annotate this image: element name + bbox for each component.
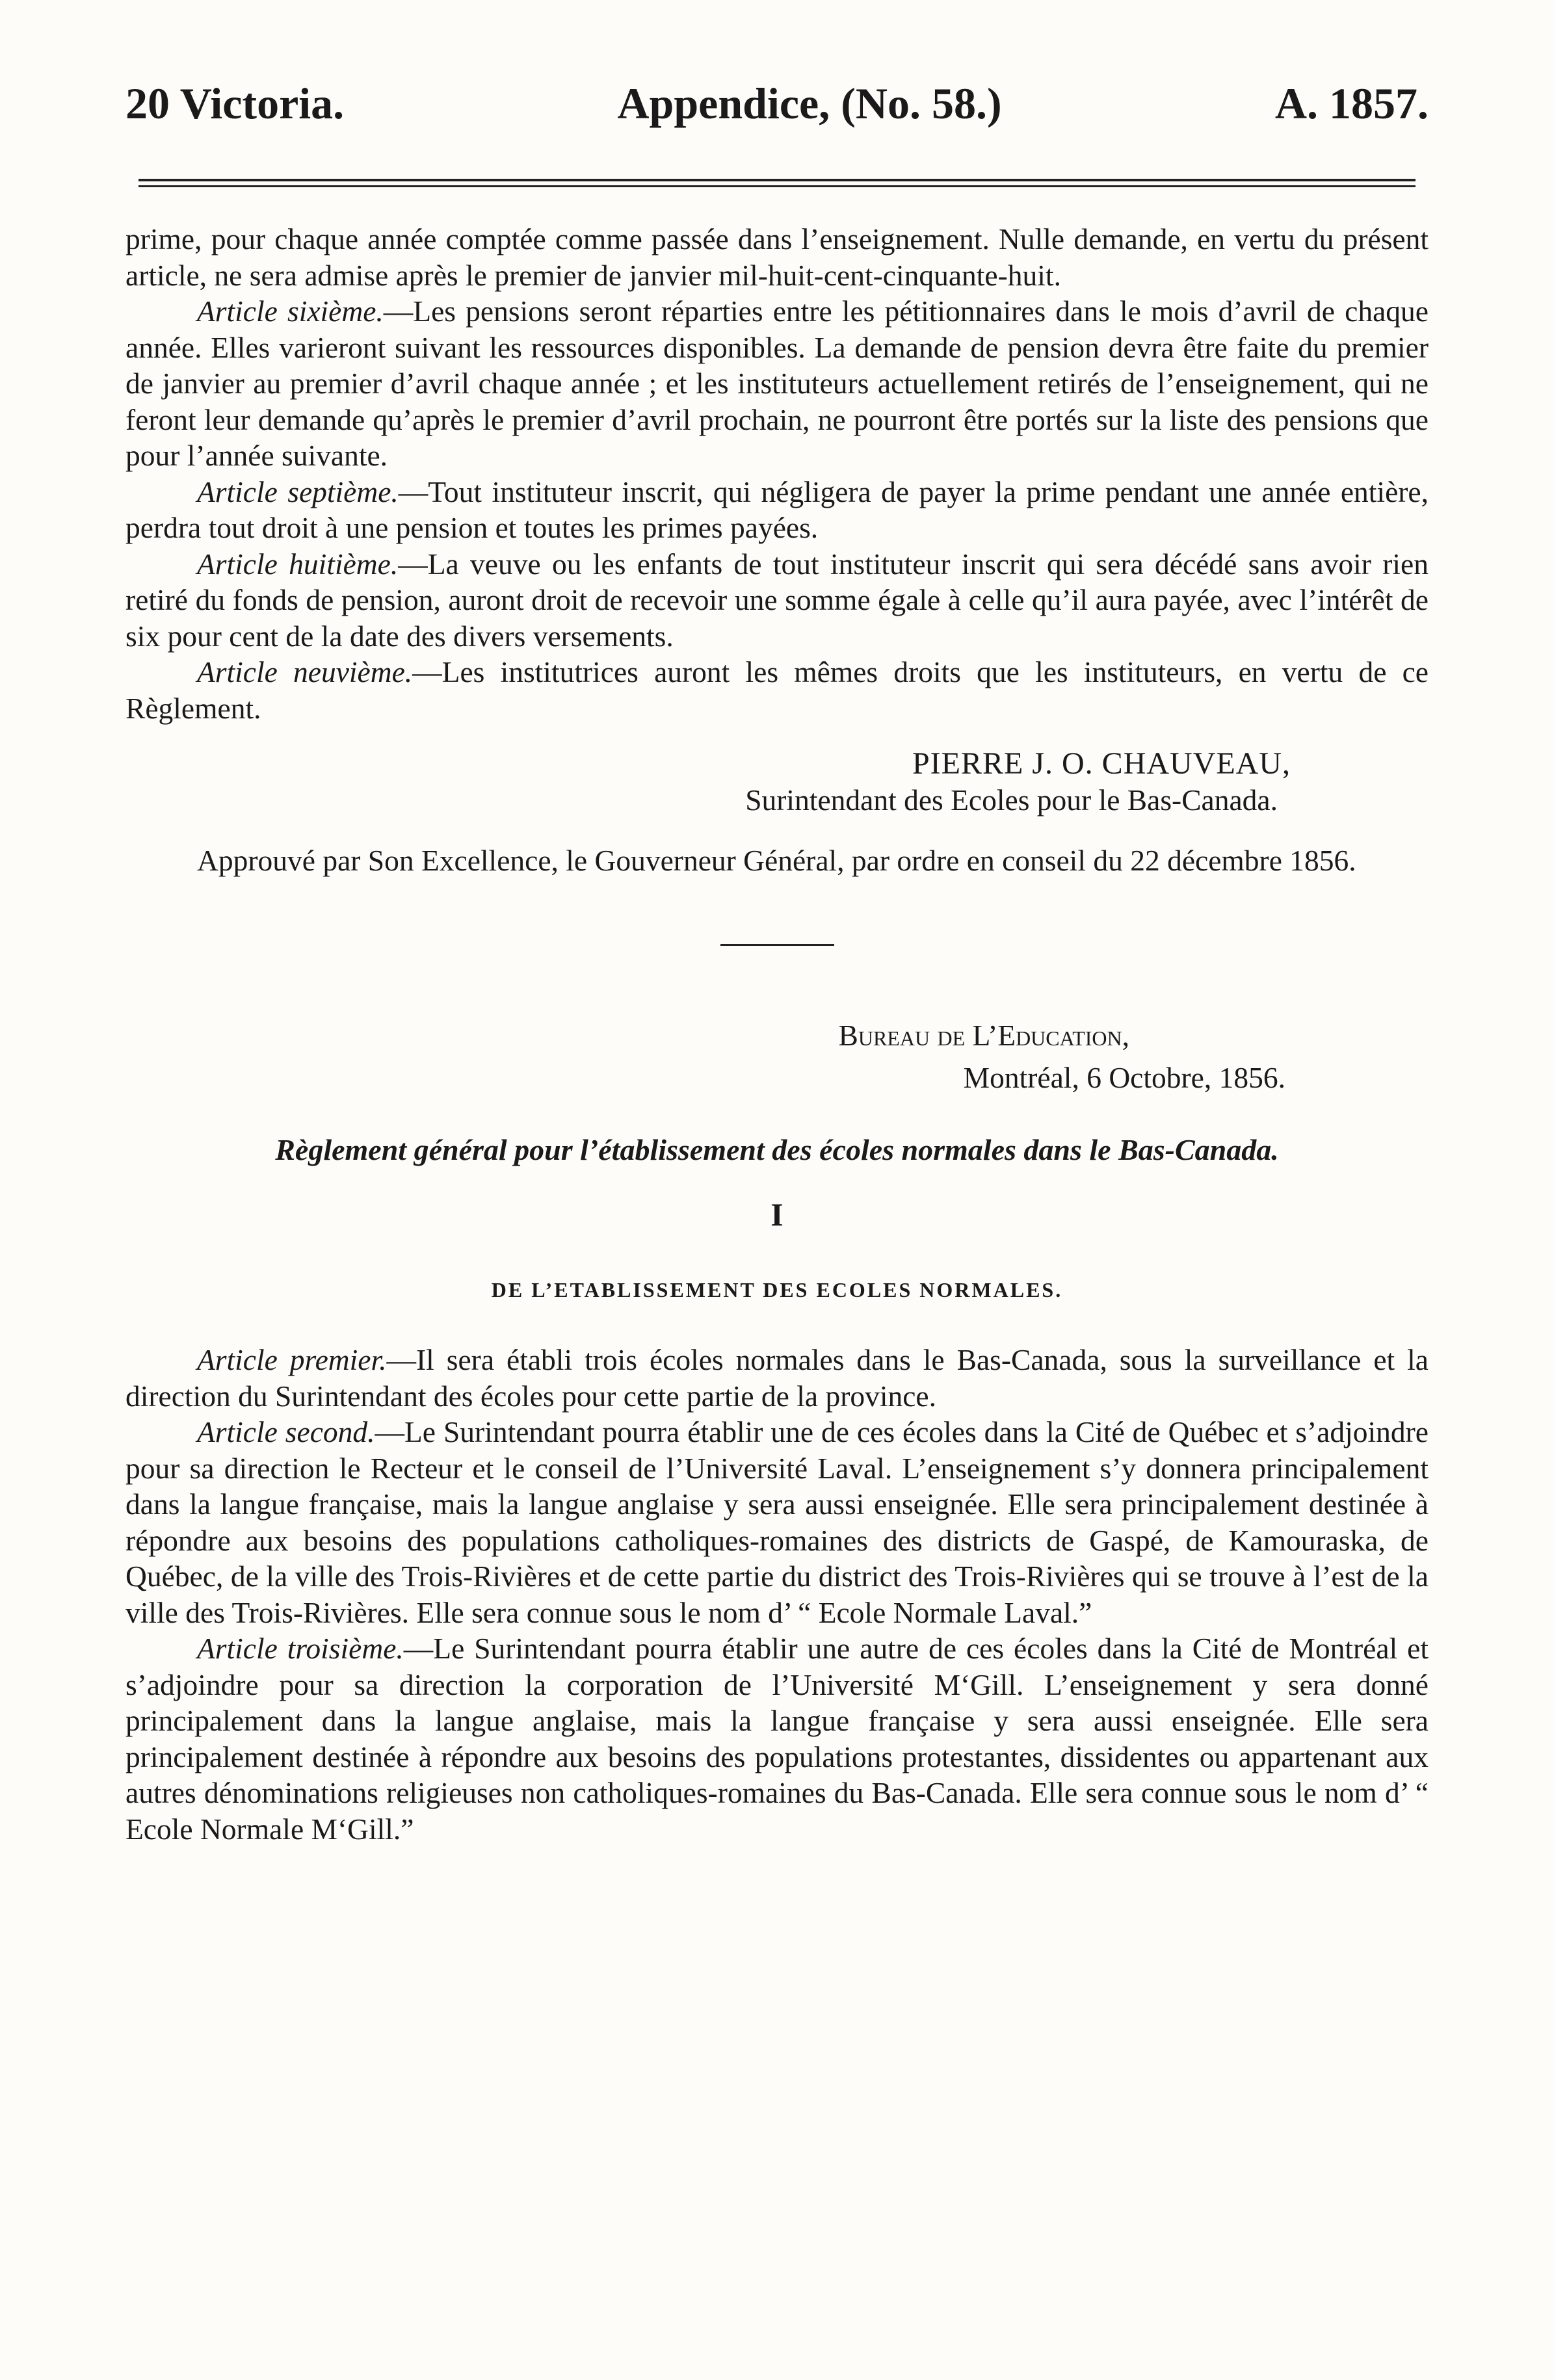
dateline: Montréal, 6 Octobre, 1856. bbox=[963, 1061, 1285, 1094]
reglement-title: Règlement général pour l’établissement des écoles normales dans le Bas-Canada. bbox=[275, 1132, 1279, 1166]
section-number: I bbox=[770, 1196, 784, 1233]
article-text: —Le Surintendant pourra établir une de ces écoles dans la Cité de Québec et s’adjoindre pour sa direction le Recteur et le conseil de l’Université Laval. L’enseignement s’y donnera principalement dans la langue française, mais la langue anglaise y sera aussi enseignée. Elle sera principalement destinée à répondre aux besoins des populations catholiques-romaines des districts de Gaspé, de Kamouraska, de Québec, de la ville des Trois-Rivières et de cette partie du district des Trois-Rivières qui se trouve à l’est de la ville des Trois-Rivières. Elle sera connue sous le nom d’ “ Ecole Normale Laval.” bbox=[125, 1415, 1429, 1629]
article-heading: Article second. bbox=[197, 1415, 375, 1448]
article-heading: Article premier. bbox=[197, 1343, 387, 1376]
article-text: —Les pensions seront réparties entre les pétitionnaires dans le mois d’avril de chaque année. Elles varieront suivant les ressources disponibles. La demande de pension devra être faite du premier de janvier au premier d’avril chaque année ; et les instituteurs actuellement retirés de l’enseignement, qui ne feront leur demande qu’après le premier d’avril prochain, ne pourront être portés sur la liste des pensions que pour l’année suivante. bbox=[125, 294, 1429, 472]
header-rule-thin bbox=[138, 185, 1416, 187]
article-troisieme bbox=[125, 1630, 1429, 1847]
article-heading: Article huitième. bbox=[197, 547, 399, 581]
article-text: —Il sera établi trois écoles normales dans le Bas-Canada, sous la surveillance et la direction du Surintendant des écoles pour cette partie de la province. bbox=[125, 1343, 1429, 1413]
signature-block bbox=[125, 746, 1429, 818]
approval-note: Approuvé par Son Excellence, le Gouverneur Général, par ordre en conseil du 22 décembre 1856. bbox=[197, 844, 1356, 877]
header-rule-thick bbox=[138, 179, 1416, 181]
running-header bbox=[125, 78, 1429, 137]
header-year: A. 1857. bbox=[1274, 79, 1429, 128]
article-septieme bbox=[125, 474, 1429, 546]
article-text: —Tout instituteur inscrit, qui négligera de payer la prime pendant une année entière, perdra tout droit à une pension et toutes les primes payées. bbox=[125, 475, 1429, 544]
header-appendix: Appendice, (No. 58.) bbox=[617, 79, 1002, 128]
article-heading: Article septième. bbox=[197, 475, 399, 508]
paragraph-continuation bbox=[125, 221, 1429, 293]
article-neuvieme bbox=[125, 654, 1429, 726]
paragraph-text: prime, pour chaque année comptée comme passée dans l’enseignement. Nulle demande, en vertu du présent article, ne sera admise après le premier de janvier mil-huit-cent-cinquante-huit. bbox=[125, 222, 1429, 292]
article-sixieme bbox=[125, 293, 1429, 474]
bureau-line: Bureau de L’Education, bbox=[838, 1018, 1129, 1052]
article-heading: Article neuvième. bbox=[197, 655, 413, 688]
article-premier bbox=[125, 1342, 1429, 1414]
article-text: —La veuve ou les enfants de tout instituteur inscrit qui sera décédé sans avoir rien retiré du fonds de pension, auront droit de recevoir une somme égale à celle qu’il aura payée, avec l’intérêt de six pour cent de la date des divers versements. bbox=[125, 547, 1429, 653]
signatory-name: PIERRE J. O. CHAUVEAU, bbox=[912, 746, 1291, 781]
article-heading: Article troisième. bbox=[197, 1632, 404, 1665]
article-text: —Le Surintendant pourra établir une autre de ces écoles dans la Cité de Montréal et s’adjoindre pour sa direction la corporation de l’Université M‘Gill. L’enseignement y sera donné principalement dans la langue anglaise, mais la langue française y sera aussi enseignée. Elle sera principalement destinée à répondre aux besoins des populations protestantes, dissidentes ou appartenant aux autres dénominations religieuses non catholiques-romaines du Bas-Canada. Elle sera connue sous le nom d’ “ Ecole Normale M‘Gill.” bbox=[125, 1632, 1429, 1846]
section-separator bbox=[720, 944, 834, 946]
article-huitieme bbox=[125, 546, 1429, 655]
header-session: 20 Victoria. bbox=[125, 79, 345, 128]
section-title: DE L’ETABLISSEMENT DES ECOLES NORMALES. bbox=[491, 1277, 1063, 1301]
article-text: —Les institutrices auront les mêmes droits que les instituteurs, en vertu de ce Règlement. bbox=[125, 655, 1429, 725]
page-body bbox=[125, 221, 1429, 1847]
signatory-title: Surintendant des Ecoles pour le Bas-Canada. bbox=[745, 783, 1278, 817]
article-second bbox=[125, 1414, 1429, 1630]
article-heading: Article sixième. bbox=[197, 294, 384, 328]
